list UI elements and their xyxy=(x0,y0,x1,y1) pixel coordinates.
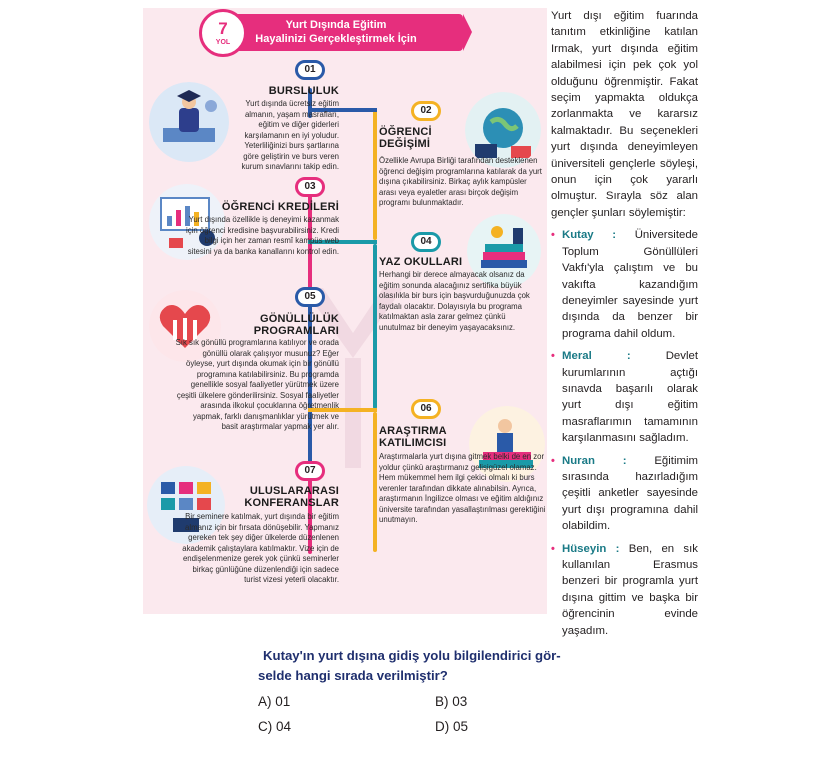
bullet-icon: • xyxy=(551,542,555,555)
quote-item xyxy=(551,227,698,342)
bullet-icon: • xyxy=(551,454,555,467)
question-stem xyxy=(258,646,593,686)
section-body-05: Sık sık gönüllü programlarına katılıyor ve orada gönüllü olarak çalışıyor musunuz? Eğer öyleyse, yurt dışında okumak için bir gönüllü programına katılabilirsiniz. Bu programda genellikle sosyal faaliyetler yürütmek üzere çeşitli ülkelere gönderilirsiniz. Sosyal faaliyetler arasında ilkokul çocuklarına öğretmenlik yapmak, farklı danışmanlıklar yürütmek ve basit araştırmalar yapmak yer alır. xyxy=(175,338,339,431)
quote-item xyxy=(551,453,698,535)
speaker-name: Hüseyin : xyxy=(562,542,620,555)
speaker-name: Meral : xyxy=(562,350,631,363)
option-d[interactable]: D) 05 xyxy=(435,719,469,734)
section-title-03: ÖĞRENCİ KREDİLERİ xyxy=(221,201,339,213)
section-body-03: Yurt dışında özellikle iş deneyimi kazanmak için öğrenci kredisine başvurabilirsiniz. Kredi bilgi için her zaman resmî kampüs web sitesini ya da banka kanallarını kontrol edin. xyxy=(186,215,339,256)
quote-text: Ben, en sık kullanılan Erasmus benzeri bir programla yurt dışına gittim ve başka bir öğrencinin evinde yaşadım. xyxy=(562,542,698,637)
quote-item xyxy=(551,348,698,446)
section-number-03: 03 xyxy=(295,177,325,197)
section-number-07: 07 xyxy=(295,461,325,481)
section-title-04: YAZ OKULLARI xyxy=(379,256,463,268)
quote-text: Üniversitede Toplum Gönüllüleri Vakfı'yla çalıştım ve bu vakıfta kazandığım deneyimler sayesinde yurt dışında da benzer bir programa dahil oldum. xyxy=(562,229,698,340)
connector-line xyxy=(373,412,377,552)
passage xyxy=(551,8,698,639)
connector-line xyxy=(373,110,377,240)
infographic-panel xyxy=(143,8,547,614)
section-title-01: BURSLULUK xyxy=(268,85,339,97)
section-body-04: Herhangi bir derece almayacak olsanız da eğitim sonunda alacağınız sertifika büyük olasılıkla bir burs için başvurduğunuzda çok faydalı olacaktır. Dolayısıyla bu programa katılmaktan asla zarar gelmez çünkü unutulmaz bir deneyim yaşayacaksınız. xyxy=(379,270,530,332)
option-a[interactable]: A) 01 xyxy=(258,694,291,709)
banner-title-line-2: Hayalinizi Gerçekleştirmek İçin xyxy=(255,33,417,45)
question-line-1: Kutay'ın yurt dışına gidiş yolu bilgilendirici gör- xyxy=(263,648,561,663)
section-number-05: 05 xyxy=(295,287,325,307)
speaker-name: Kutay : xyxy=(562,229,617,242)
speaker-name: Nuran : xyxy=(562,454,627,467)
quote-item xyxy=(551,541,698,639)
section-body-02: Özellikle Avrupa Birliği tarafından desteklenen öğrenci değişim programlarına katılarak da yurt dışına çıkabilirsiniz. Birkaç aylık kampüsler arası veya eyaletler arası birçok değişim programı bulunmaktadır. xyxy=(379,156,542,207)
passage-intro: Yurt dışı eğitim fuarında tanıtım etkinliğine katılan Irmak, yurt dışında eğitim alabilmesi için pek çok yol olduğunu öğrenmiştir. Fakat seçim yapmakta oldukça zorlanmakta ve kararsız kalmaktadır. Bu seçenekleri yurt dışında deneyimleyen üniversiteli gençlerle söyleşi, onun için çok yararlı olmuştur. Sırayla söz alan gençler şunları söylemiştir: xyxy=(551,10,698,219)
quote-text: Eğitimim sırasında hazırladığım çeşitli anketler sayesinde yurt dışı programına dahil olabildim. xyxy=(562,454,698,533)
step-badge-number: 7 xyxy=(218,19,228,38)
connector-line xyxy=(373,244,377,409)
graduation-illustration-icon xyxy=(149,82,229,162)
section-number-01: 01 xyxy=(295,60,325,80)
banner-title-line-1: Yurt Dışında Eğitim xyxy=(285,19,387,31)
option-b[interactable]: B) 03 xyxy=(435,694,468,709)
step-badge xyxy=(199,9,247,57)
title-banner xyxy=(209,14,463,51)
section-body-07: Bir seminere katılmak, yurt dışında bir eğitim almanız için bir fırsata dönüşebilir. Yapmanız gereken tek şey diğer ülkelerde düzenlenen akademik çalıştaylara katılmaktır. Vize için de endişelenmenize gerek yok çünkü seminerler birkaç günlüğüne düzenlendiği için sadece turist vizesi yeterli olacaktır. xyxy=(182,512,339,584)
section-number-04: 04 xyxy=(411,232,441,252)
section-number-06: 06 xyxy=(411,399,441,419)
bullet-icon: • xyxy=(551,229,555,242)
option-c[interactable]: C) 04 xyxy=(258,719,292,734)
section-title-02: ÖĞRENCİ DEĞİŞİMİ xyxy=(379,126,432,150)
section-number-02: 02 xyxy=(411,101,441,121)
section-title-05: GÖNÜLLÜLÜK PROGRAMLARI xyxy=(253,313,339,337)
section-title-06: ARAŞTIRMA KATILIMCISI xyxy=(379,425,447,449)
question-line-2: selde hangi sırada verilmiştir? xyxy=(258,668,448,683)
bullet-icon: • xyxy=(551,350,555,363)
step-badge-label: YOL xyxy=(215,39,231,46)
section-title-07: ULUSLARARASI KONFERANSLAR xyxy=(244,485,339,509)
section-body-01: Yurt dışında ücretsiz eğitim almanın, yaşam masrafları, eğitim ve diğer giderleri karşılamanın en iyi yoludur. Yeterliliğinizi burs şartlarına göre geliştirin ve burs veren kurum sınavlarını takip edin. xyxy=(241,99,339,171)
section-body-06: Araştırmalarla yurt dışına gitmek belki de en zor yoldur çünkü araştırmanız gelişigüzel olamaz. Hem mükemmel hem ilgi çekici olmalı ki burs verenler tarafından dikkate alınabilsin. Ayrıca, araştırmanın İngilizce olması ve eğitim aldığınız üniversite tarafından yasallaştırılması gerektiğini unutmayın. xyxy=(379,452,546,524)
quote-text: Devlet kurumlarının açtığı sınavda başarılı olarak yurt dışı eğitim masraflarımın tamamının karşılanmasını sağladım. xyxy=(562,350,698,445)
